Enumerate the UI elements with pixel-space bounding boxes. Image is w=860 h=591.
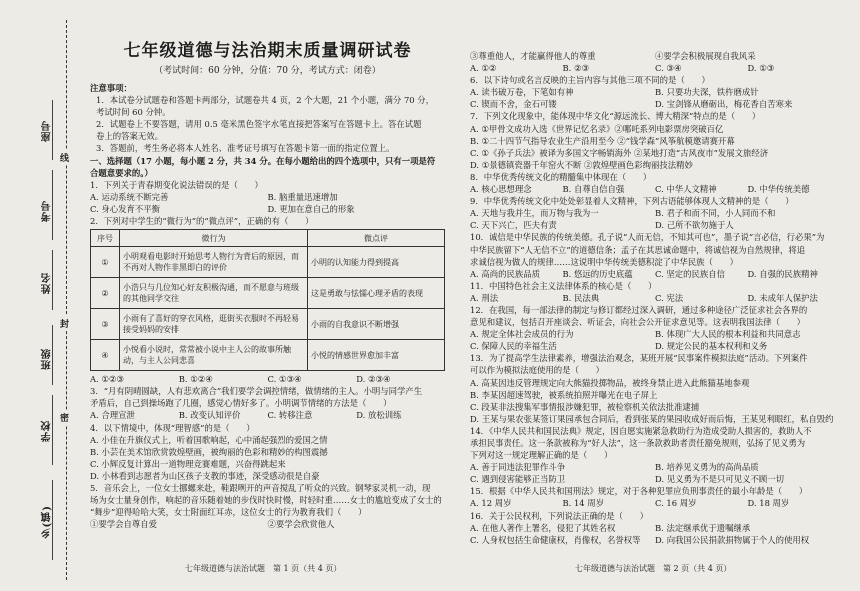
option-b[interactable]: B. 悠远的历史底蕴 [562, 268, 633, 279]
question-11 [470, 280, 840, 304]
question-4 [90, 422, 445, 482]
option-b[interactable]: B. 小芸在美术馆欣赏敦煌壁画，被绚丽的色彩和精妙的构图震撼 [90, 446, 328, 457]
row-comment: 这是勇敢与怯懦心理矛盾的表现 [308, 278, 445, 309]
class-field[interactable] [30, 325, 53, 385]
option-c[interactable]: C. 人身权包括生命健康权，肖像权，名誉权等 [470, 534, 641, 545]
question-9 [470, 195, 840, 231]
option-a[interactable]: A. 善于同违法犯罪作斗争 [470, 462, 566, 473]
options [90, 191, 445, 203]
option-d[interactable]: D. 更加在意自己的形象 [267, 203, 355, 214]
option-b[interactable]: B. ①二十四节气指导农业生产沿用至今 ②“钱学森”风筝航模邀请赛开幕 [470, 135, 735, 146]
seal-mark-xian: 线 [60, 150, 69, 165]
question-stem: 15．根据《中华人民共和国刑法》规定，对于各种犯罪应负刑事责任的最小年龄是（ ） [470, 486, 808, 497]
option-c[interactable]: C. 宪法 [655, 292, 684, 303]
table-header-behavior: 微行为 [120, 230, 308, 247]
question-stem: 13．为了提高学生法律素养，增强法治观念，某班开展“民事案件模拟法庭”活动。下列案件 [470, 353, 808, 364]
row-num: ① [91, 247, 120, 278]
row-comment: 小悦的情感世界愈加丰富 [308, 340, 445, 371]
question-stem: 9．中华优秀传统文化中处处彰显着人文精神，下列古语能够体现人文精神的是（ ） [470, 196, 794, 207]
note-line: 卷上的答案无效。 [96, 131, 163, 142]
option-a[interactable]: A. 高尚的民族品质 [470, 268, 540, 279]
exam-number-label: 考号 [42, 200, 53, 222]
question-stem: 16．关于公民权利，下列说法正确的是（ ） [470, 510, 649, 521]
row-num: ③ [91, 309, 120, 340]
option-a[interactable]: A. 规定全体社会成员的行为 [470, 329, 574, 340]
option-a[interactable]: A. ①② [470, 63, 497, 74]
question-stem: 8．中华优秀传统文化的精髓集中体现在（ ） [470, 171, 652, 182]
option-c[interactable]: C. 小辉反复计算出一道物理竞赛难题，兴奋得跳起来 [90, 458, 286, 469]
question-5 [90, 482, 445, 530]
question-stem: 1．下列关于青春期变化说法错误的是（ ） [90, 179, 263, 190]
option-d[interactable]: D. ②③④ [356, 374, 391, 385]
seal-mark-mi: 密 [60, 410, 69, 425]
option-d[interactable]: D. 王某与果农张某签订果园承包合同后，看到张某的果园收成好而后悔，王某见利眼红，私自毁约 [470, 413, 834, 424]
question-stem: 11．中国特色社会主义法律体系的核心是（ ） [470, 280, 657, 291]
question-6 [470, 74, 840, 110]
row-behavior: 小雨有了喜好的穿衣风格，逛街买衣服时不再轻易接受妈妈的安排 [120, 309, 308, 340]
options [90, 203, 445, 215]
section-1-heading: 一、选择题（17 小题，每小题 2 分，共 34 分。在每小题给出的四个选项中，只有一项是符 [90, 155, 436, 166]
option-d[interactable]: D. 见义勇为不是只可见义不顾一切 [655, 474, 784, 485]
option-a[interactable]: A. 12 周岁 [470, 498, 512, 509]
options [470, 292, 840, 304]
exam-number-field[interactable] [30, 170, 53, 240]
option-b[interactable]: B. 14 周岁 [562, 498, 605, 509]
options [470, 219, 840, 231]
question-8 [470, 171, 840, 195]
option-a[interactable]: A. 合理宣泄 [90, 410, 135, 421]
option-a[interactable]: A. 刑法 [470, 292, 499, 303]
row-behavior: 小浩只与几位知心好友积极沟通，而不愿意与班级的其他同学交往 [120, 278, 308, 309]
option-c[interactable]: C. 转移注意 [267, 410, 313, 421]
question-14 [470, 425, 840, 485]
question-2 [90, 215, 445, 385]
binding-margin [0, 0, 80, 591]
options [470, 461, 840, 473]
note-line: 2．试题卷上不要答题，请用 0.5 毫米黑色签字水笔直接把答案写在答题卡上。答在试题 [96, 119, 422, 130]
page-2-footer: 七年级道德与法治试题 第 2 页（共 4 页） [575, 564, 732, 573]
option-c[interactable]: C. 天下兴亡，匹夫有责 [470, 220, 557, 231]
statement-2: ②要学会欣赏他人 [267, 519, 335, 530]
page-1 [90, 40, 445, 530]
option-c[interactable]: C. 中华人文精神 [655, 184, 717, 195]
option-b[interactable]: B. 自尊自信自强 [562, 184, 625, 195]
option-d[interactable]: D. 未成年人保护法 [747, 292, 818, 303]
school-label: 学校 [42, 420, 53, 442]
question-stem-cont: 承担民事责任。这一条款被称为“好人法”，这一条款救助者责任豁免规则，弘扬了见义勇为 [470, 438, 806, 448]
question-stem: 10．诚信是中华民族的传统美德。孔子说“人而无信，不知其可也”，墨子说“言必信，行必果”为 [470, 232, 825, 243]
question-10 [470, 231, 840, 279]
option-a[interactable]: A. 核心思想理念 [470, 184, 532, 195]
option-b[interactable]: B. ②③ [562, 63, 589, 74]
options [470, 522, 840, 534]
option-b[interactable]: B. 李某因超速驾驶，被系统拍照并曝光在电子屏上 [470, 389, 658, 400]
micro-behavior-table [90, 229, 445, 371]
statement-3: ③尊重他人，才能赢得他人的尊重 [470, 51, 596, 61]
question-15 [470, 485, 840, 509]
note-line: 1．本试卷分试题卷和答题卡两部分，试题卷共 4 页，2 个大题，21 个小题，满分 70 分， [96, 95, 435, 106]
question-stem: 5．音乐会上，一位女士挪螺来赴，鞋跟咧开的声音搅乱了听众的兴致。钢琴家灵机一动，现 [90, 482, 431, 493]
options [470, 473, 840, 485]
option-c[interactable]: C. ①③④ [267, 374, 302, 385]
option-b[interactable]: B. 体现广大人民的根本利益和共同意志 [655, 329, 801, 340]
question-3 [90, 385, 445, 421]
question-12 [470, 304, 840, 352]
name-field[interactable] [30, 250, 53, 310]
question-16 [470, 510, 840, 546]
option-c[interactable]: C. 身心发育不平衡 [90, 203, 161, 214]
seat-number-label: 座号 [42, 120, 53, 142]
option-a[interactable]: A. 小佳在升旗仪式上，听着国歌响起，心中涌起强烈的爱国之情 [90, 434, 328, 445]
table-header-comment: 微点评 [308, 230, 445, 247]
option-d[interactable]: D. 中华传统美德 [747, 184, 810, 195]
table-row [91, 278, 445, 309]
option-b[interactable]: B. 改变认知评价 [178, 410, 241, 421]
question-stem-cont: 可以作为模拟法庭使用的是（ ） [470, 365, 604, 376]
row-behavior: 小明观看电影时开始思考人物行为背后的原因，而不再对人物作非黑即白的评价 [120, 247, 308, 278]
options [470, 340, 840, 352]
row-num: ② [91, 278, 120, 309]
question-7 [470, 110, 840, 170]
question-stem-cont: 求诚信视为做人的规律……这说明中华传统美德积淀了中华民族（ ） [470, 256, 738, 267]
question-stem: 6．以下诗句或名言反映的主旨内容与其他三项不同的是（ ） [470, 75, 710, 86]
option-c[interactable]: C. 保障人民的幸福生活 [470, 341, 557, 352]
table-row [91, 247, 445, 278]
question-stem: 14．《中华人民共和国民法典》规定，因自愿实施紧急救助行为造成受助人损害的，救助人不 [470, 425, 812, 436]
section-1-heading-cont: 合题意要求的。） [90, 167, 153, 178]
option-a[interactable]: A. 天地与我并生，而万物与我为一 [470, 208, 599, 219]
options [470, 62, 840, 74]
options [470, 328, 840, 340]
question-stem: 3．“月有阴晴圆缺，人有悲欢离合”我们要学会调控情绪，做情绪的主人。小明与同学产生 [90, 386, 423, 397]
option-c[interactable]: C. ①《孙子兵法》被译为多国文字畅销海外 ②某地打造“古风夜市”发展文旅经济 [470, 147, 769, 158]
option-d[interactable]: D. 己所不欲勿施于人 [655, 220, 734, 231]
option-a[interactable]: A. 在他人著作上署名，侵犯了其姓名权 [470, 522, 616, 533]
seal-line [66, 20, 67, 580]
option-d[interactable]: D. 规定公民的基本权利和义务 [655, 341, 768, 352]
option-c[interactable]: C. ③④ [655, 63, 682, 74]
option-b[interactable]: B. 培养见义勇为的高尚品质 [655, 462, 759, 473]
option-a[interactable]: A. 读书破万卷，下笔如有神 [470, 87, 574, 98]
statement-1: ①要学会自尊自爱 [90, 519, 157, 530]
options [470, 268, 840, 280]
option-c[interactable]: C. 坚定的民族自信 [655, 268, 726, 279]
option-d[interactable]: D. 小林看到志愿者为山区孩子支教的事迹，深受感动很是自豪 [90, 470, 320, 481]
question-stem-cont: 下列对这一规定理解正确的是（ ） [470, 450, 613, 461]
question-stem-cont: 意见和建议，包括召开座谈会、听证会，向社会公开征求意见等。这表明我国法律（ ） [470, 317, 805, 328]
option-d[interactable]: D. ①③ [747, 63, 775, 74]
options [470, 534, 840, 546]
option-b[interactable]: B. 只要功夫深，铁杵磨成针 [655, 87, 759, 98]
option-a[interactable]: A. 运动系统不断完善 [90, 191, 169, 202]
seal-mark-feng: 封 [60, 316, 69, 331]
question-stem: 7．下列文化现象中，能体现中华文化“源远流长、博大精深”特点的是（ ） [470, 111, 761, 122]
options [90, 409, 445, 421]
option-d[interactable]: D. 18 周岁 [747, 498, 790, 509]
question-stem: 2．下列对中学生的“微行为”的“微点评”，正确的有（ ） [90, 216, 314, 227]
table-row [91, 340, 445, 371]
name-label: 姓名 [42, 272, 53, 294]
options [90, 518, 445, 530]
option-c[interactable]: C. 段某非法搜集军事情报涉嫌犯罪，被检察机关依法批准逮捕 [470, 401, 700, 412]
town-label: 乡(镇) [42, 505, 53, 539]
option-c[interactable]: C. 16 周岁 [655, 498, 697, 509]
statements [470, 50, 840, 62]
option-a[interactable]: A. ①甲骨文成功入选《世界记忆名录》②哪吒系列电影票房突破百亿 [470, 123, 724, 134]
option-a[interactable]: A. ①②③ [90, 374, 124, 385]
options [90, 373, 445, 385]
options [470, 86, 840, 98]
option-c[interactable]: C. 遇到侵害能够正当防卫 [470, 474, 566, 485]
note-line: 3．答题前，考生务必将本人姓名、准考证号填写在答题卡第一面的指定位置上。 [96, 143, 395, 154]
option-d[interactable]: D. 放松训练 [356, 410, 402, 421]
options [470, 98, 840, 110]
town-field[interactable] [30, 480, 53, 560]
question-1 [90, 179, 445, 215]
exam-title: 七年级道德与法治期末质量调研试卷 [123, 41, 412, 61]
option-d[interactable]: D. 自强的民族精神 [747, 268, 818, 279]
question-stem-cont: 矛盾后，自己到操场跑了几圈，感觉心情好多了。小明调节情绪的方法是（ ） [90, 398, 392, 409]
row-behavior: 小悦看小说时，常常被小说中主人公的故事所触动，与主人公同悲喜 [120, 340, 308, 371]
question-stem-cont: 中华民族留下“人无信不立”的道德信条；孟子在其思诚命题中，将诚信视为自然规律，将追 [470, 244, 806, 255]
question-stem: 4．以下情境中，体现“理智感”的是（ ） [90, 422, 255, 433]
option-d[interactable]: D. 宝剑锋从磨砺出，梅花香自苦寒来 [655, 99, 793, 110]
table-row [91, 309, 445, 340]
option-b[interactable]: B. 法定继承优于遗嘱继承 [655, 522, 751, 533]
question-stem-cont: “舞步”迎得哈哈大笑，女士附面红耳赤，这位女士的行为教育我们（ ） [90, 507, 367, 518]
option-d[interactable]: D. 向我国公民捐款捐物属于个人的使用权 [655, 534, 810, 545]
row-comment: 小雨的自我意识不断增强 [308, 309, 445, 340]
table-header-num: 序号 [91, 230, 120, 247]
notes-heading: 注意事项： [90, 83, 132, 93]
option-b[interactable]: B. ①②④ [178, 374, 213, 385]
seat-number-field[interactable] [30, 100, 53, 160]
question-stem-cont: 场为女士量身创作，响起的音乐随着她的步伐时快时慢，时轻时重……女士的尴尬变成了女士的 [90, 495, 442, 506]
note-line: 考试时间 60 分钟。 [96, 107, 171, 118]
option-b[interactable]: B. 君子和而不同，小人同而不和 [655, 208, 776, 219]
page-1-footer: 七年级道德与法治试题 第 1 页（共 4 页） [185, 564, 342, 573]
options [470, 183, 840, 195]
options [470, 207, 840, 219]
class-label: 班级 [42, 348, 53, 370]
option-a[interactable]: A. 高某因违反管理规定向大熊猫投掷物品，被终身禁止进入此熊猫基地参观 [470, 377, 750, 388]
row-comment: 小明的认知能力得到提高 [308, 247, 445, 278]
page-2 [470, 50, 840, 546]
row-num: ④ [91, 340, 120, 371]
statement-4: ④要学会积极展现自我风采 [655, 51, 756, 61]
school-field[interactable] [30, 395, 53, 465]
option-b[interactable]: B. 脑重量迅速增加 [267, 191, 338, 202]
option-b[interactable]: B. 民法典 [562, 292, 600, 303]
option-d[interactable]: D. ①景德镇瓷器千年窑火不断 ②敦煌壁画色彩绚丽技法精妙 [470, 159, 693, 170]
question-13 [470, 352, 840, 425]
question-stem: 12．在我国，每一部法律的制定与修订都经过深入调研，通过多种途径广泛征求社会各界的 [470, 304, 808, 315]
options [470, 497, 840, 509]
option-c[interactable]: C. 锲而不舍，金石可镂 [470, 99, 557, 110]
exam-subtitle: （考试时间：60 分钟，分值：70 分，考试方式：闭卷） [154, 66, 381, 76]
